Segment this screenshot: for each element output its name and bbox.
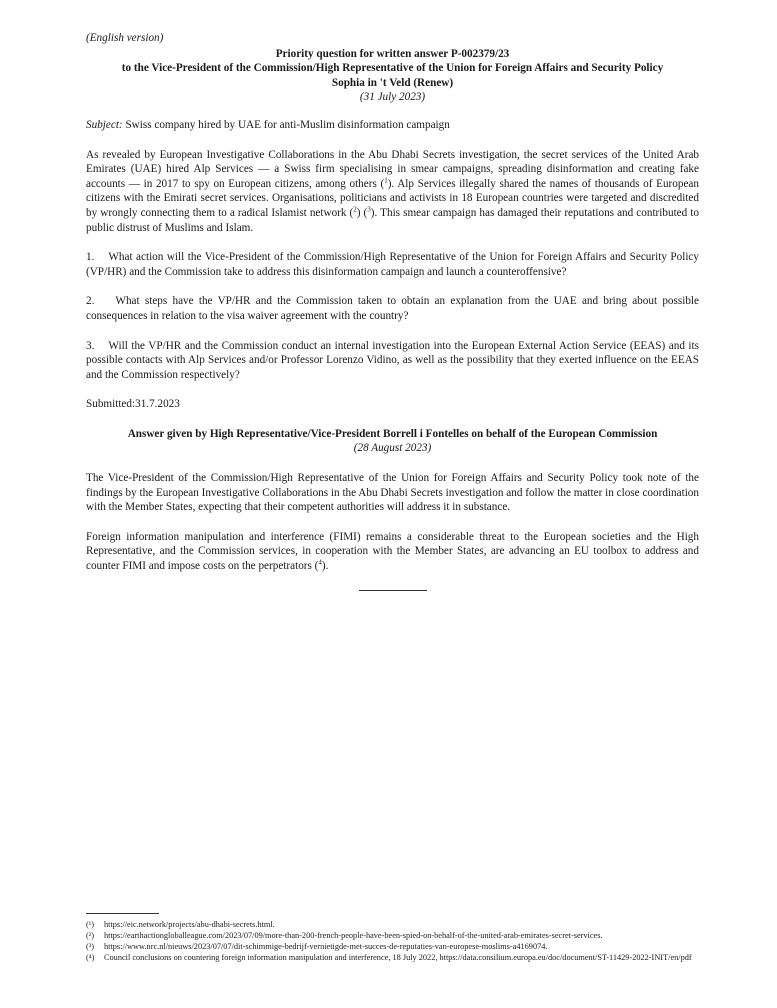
subject-line <box>86 118 699 133</box>
footnote-rule <box>86 913 159 914</box>
footnote-4 <box>86 952 699 963</box>
footnote-mark: (³) <box>86 942 95 951</box>
footnote-ref-4[interactable]: 4 <box>318 558 322 567</box>
answer-text-2: Foreign information manipulation and interference (FIMI) remains a considerable threat to the European societies and the High Representative, and the Commission services, in cooperation with the Member States, are advancing an EU toolbox to address and counter FIMI and impose costs on the perpetrators ( <box>86 530 699 573</box>
question-addressee: to the Vice-President of the Commission/High Representative of the Union for Foreign Affairs and Security Policy <box>121 62 664 75</box>
footnote-link[interactable]: https://www.nrc.nl/nieuws/2023/07/07/dit-schimmige-bedrijf-vernietigde-met-succes-de-reputaties-van-europese-moslims-a4169074. <box>104 942 548 951</box>
footnote-3 <box>86 941 699 952</box>
footnote-mark: (²) <box>86 931 95 940</box>
document-page <box>86 30 699 591</box>
question-3: 3. Will the VP/HR and the Commission conduct an internal investigation into the European External Action Service (EEAS) and its possible contacts with Alp Services and/or Professor Lorenzo Vidino, as well as the possibility that they exerted influence on the EEAS and the Commission respectively? <box>86 339 699 381</box>
question-1: 1. What action will the Vice-President of the Commission/High Representative of the Union for Foreign Affairs and Security Policy (VP/HR) and the Commission take to address this disinformation campaign and launch a counteroffensive? <box>86 251 699 278</box>
footnotes <box>86 919 699 963</box>
question-2: 2. What steps have the VP/HR and the Commission taken to obtain an explanation from the UAE and bring about possible consequences in relation to the visa waiver agreement with the country? <box>86 295 699 322</box>
intro-text-4: ). This smear campaign has damaged their reputations and contributed to public distrust of Muslims and Islam. <box>86 206 699 234</box>
intro-text-3: ) ( <box>356 206 368 219</box>
footnote-mark: (⁴) <box>86 953 95 962</box>
footnote-ref-1[interactable]: 1 <box>384 176 388 185</box>
question-author: Sophia in 't Veld (Renew) <box>331 76 454 89</box>
answer-paragraph-2 <box>86 530 699 574</box>
section-separator <box>359 590 427 591</box>
intro-text-1: As revealed by European Investigative Collaborations in the Abu Dhabi Secrets investigation, the secret services of the United Arab Emirates (UAE) hired Alp Services — a Swiss firm specialising in smear campaigns, spreading disinformation and creating fake accounts — in 2017 to spy on European citizens, among others ( <box>86 148 699 190</box>
answer-text-2-end: ). <box>321 560 329 573</box>
footnote-1 <box>86 919 699 930</box>
answer-title: Answer given by High Representative/Vice-President Borrell i Fontelles on behalf of the European Commission <box>127 427 658 440</box>
answer-date: (28 August 2023) <box>353 442 432 455</box>
footnote-text[interactable]: Council conclusions on countering foreign information manipulation and interference, 18 July 2022, https://data.consilium.europa.eu/doc/document/ST-11429-2022-INIT/en/pdf <box>104 953 692 962</box>
footnote-ref-3[interactable]: 3 <box>367 205 371 214</box>
intro-paragraph <box>86 148 699 236</box>
subject-label: Subject: <box>86 118 123 131</box>
language-note: (English version) <box>86 32 164 44</box>
subject-text: Swiss company hired by UAE for anti-Muslim disinformation campaign <box>122 118 450 131</box>
answer-paragraph-1: The Vice-President of the Commission/High Representative of the Union for Foreign Affairs and Security Policy took note of the findings by the European Investigative Collaborations in the Abu Dhabi Secrets investigation and follow the matter in close coordination with the Member States, expecting that their competent authorities will address it in substance. <box>86 472 699 514</box>
intro-text-2: ). Alp Services illegally shared the names of thousands of European citizens with the Emirati secret services. Organisations, politicians and activists in 18 European countries were targeted and discredited by wrongly connecting them to a radical Islamist network ( <box>86 177 699 219</box>
submitted-date: Submitted:31.7.2023 <box>86 398 180 411</box>
footnote-ref-2[interactable]: 2 <box>353 205 357 214</box>
footnote-mark: (¹) <box>86 920 95 929</box>
footnote-link[interactable]: https://earthactiongloballeague.com/2023/07/09/more-than-200-french-people-have-been-spied-on-behalf-of-the-united-arab-emirates-secret-services. <box>104 931 603 940</box>
question-title: Priority question for written answer P-002379/23 <box>275 47 510 60</box>
footnote-link[interactable]: https://eic.network/projects/abu-dhabi-secrets.html. <box>104 920 275 929</box>
footnote-2 <box>86 930 699 941</box>
question-date: (31 July 2023) <box>359 91 426 104</box>
